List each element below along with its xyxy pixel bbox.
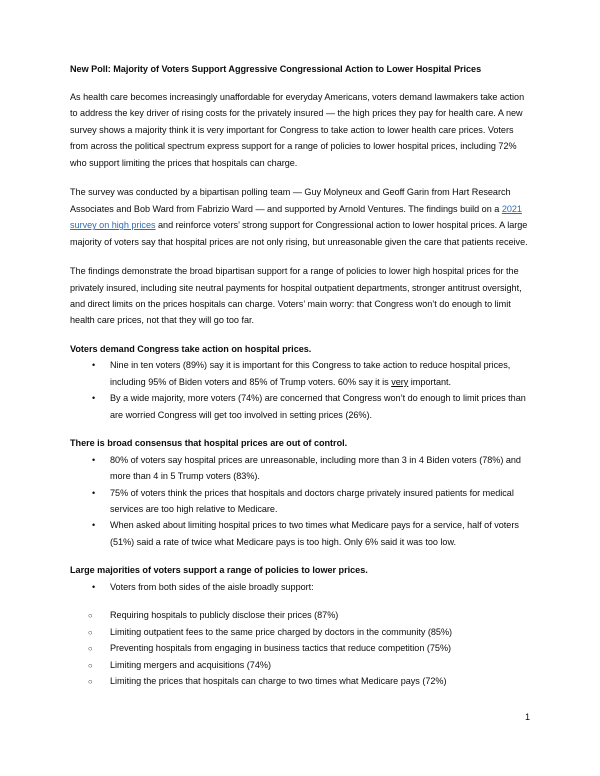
methodology-text-before-link: The survey was conducted by a bipartisan polling team — Guy Molyneux and Geoff Garin from Hart Research Associates and Bob Ward from Fabrizio Ward — and supported by Arnold Ventures. The findings build on a bbox=[70, 187, 511, 214]
list-item bbox=[70, 390, 531, 423]
sub-bullet-list bbox=[70, 607, 531, 689]
section-heading: Voters demand Congress take action on hospital prices. bbox=[70, 343, 312, 354]
sub-bullet-text: Limiting mergers and acquisitions (74%) bbox=[110, 659, 271, 670]
bullet-text: When asked about limiting hospital prices to two times what Medicare pays for a service, half of voters (51%) said a rate of twice what Medicare pays is too high. Only 6% said it was too low. bbox=[110, 520, 519, 547]
section-broad-consensus bbox=[70, 435, 531, 550]
bullet-list bbox=[70, 452, 531, 551]
bullet-dot-icon: • bbox=[92, 393, 96, 404]
sub-bullet-text: Preventing hospitals from engaging in business tactics that reduce competition (75%) bbox=[110, 643, 452, 654]
bullet-circle-icon: ○ bbox=[88, 677, 93, 687]
bullet-dot-icon: • bbox=[92, 520, 96, 531]
list-item bbox=[70, 517, 531, 550]
bullet-text: Voters from both sides of the aisle broadly support: bbox=[110, 581, 314, 592]
list-item bbox=[70, 640, 531, 656]
bullet-text-after-emphasis: important. bbox=[408, 376, 452, 387]
bullet-circle-icon: ○ bbox=[88, 644, 93, 654]
list-item bbox=[70, 452, 531, 485]
page-title: New Poll: Majority of Voters Support Aggressive Congressional Action to Lower Hospital Prices bbox=[70, 64, 482, 74]
bullet-text-before-emphasis: Nine in ten voters (89%) say it is important for this Congress to take action to reduce hospital prices, including 95% of Biden voters and 85% of Trump voters. 60% say it is bbox=[110, 360, 511, 387]
list-item bbox=[70, 357, 531, 390]
bullet-emphasis-text: very bbox=[391, 376, 409, 387]
bullet-circle-icon: ○ bbox=[88, 627, 93, 637]
bullet-text: 75% of voters think the prices that hospitals and doctors charge privately insured patients for medical services are too high relative to Medicare. bbox=[110, 487, 514, 514]
list-item bbox=[70, 579, 531, 595]
bullet-list bbox=[70, 357, 531, 423]
section-voters-demand-action bbox=[70, 341, 531, 423]
bullet-dot-icon: • bbox=[92, 487, 96, 498]
bullet-dot-icon: • bbox=[92, 360, 96, 371]
sub-bullet-text: Requiring hospitals to publicly disclose their prices (87%) bbox=[110, 610, 339, 621]
list-item bbox=[70, 657, 531, 673]
list-item bbox=[70, 607, 531, 623]
bullet-text: 80% of voters say hospital prices are unreasonable, including more than 3 in 4 Biden voters (78%) and more than 4 in 5 Trump voters (83%). bbox=[110, 454, 521, 482]
bullet-circle-icon: ○ bbox=[88, 660, 93, 670]
methodology-paragraph bbox=[70, 184, 531, 250]
document-body bbox=[70, 63, 531, 690]
findings-paragraph: The findings demonstrate the broad bipartisan support for a range of policies to lower high hospital prices for the privately insured, including site neutral payments for hospital outpatient departments, stronger antitrust oversight, and direct limits on the prices hospitals can charge. Voters’ main worry: that Congress won’t do enough to limit health care prices, not that they will go too far. bbox=[70, 266, 522, 326]
section-heading: Large majorities of voters support a range of policies to lower prices. bbox=[70, 565, 368, 576]
list-item bbox=[70, 624, 531, 640]
survey-hyperlink[interactable]: 2021 survey on high prices bbox=[70, 203, 522, 231]
page-number: 1 bbox=[524, 712, 530, 722]
methodology-text-after-link: and reinforce voters’ strong support for Congressional action to lower hospital prices. A large majority of voters say that hospital prices are not only rising, but unreasonable given the care that patients receive. bbox=[70, 220, 528, 247]
bullet-list bbox=[70, 579, 531, 595]
sub-bullet-text: Limiting the prices that hospitals can charge to two times what Medicare pays (72%) bbox=[110, 676, 447, 687]
bullet-dot-icon: • bbox=[92, 454, 96, 465]
list-item bbox=[70, 673, 531, 689]
intro-paragraph: As health care becomes increasingly unaffordable for everyday Americans, voters demand lawmakers take action to address the key driver of rising costs for the privately insured — the high prices they pay for health care. A new survey shows a majority think it is very important for Congress to take action to lower health care prices. Voters from across the political spectrum express support for a range of policies to lower hospital prices, including 72% who support limiting the prices that hospitals can charge. bbox=[70, 92, 525, 168]
bullet-dot-icon: • bbox=[92, 581, 96, 592]
section-heading: There is broad consensus that hospital prices are out of control. bbox=[70, 438, 348, 449]
section-policy-support bbox=[70, 562, 531, 689]
bullet-text: By a wide majority, more voters (74%) are concerned that Congress won’t do enough to limit prices than are worried Congress will get too involved in setting prices (26%). bbox=[110, 393, 526, 420]
bullet-circle-icon: ○ bbox=[88, 611, 93, 621]
sub-bullet-text: Limiting outpatient fees to the same price charged by doctors in the community (85%) bbox=[110, 626, 453, 637]
list-item bbox=[70, 485, 531, 518]
